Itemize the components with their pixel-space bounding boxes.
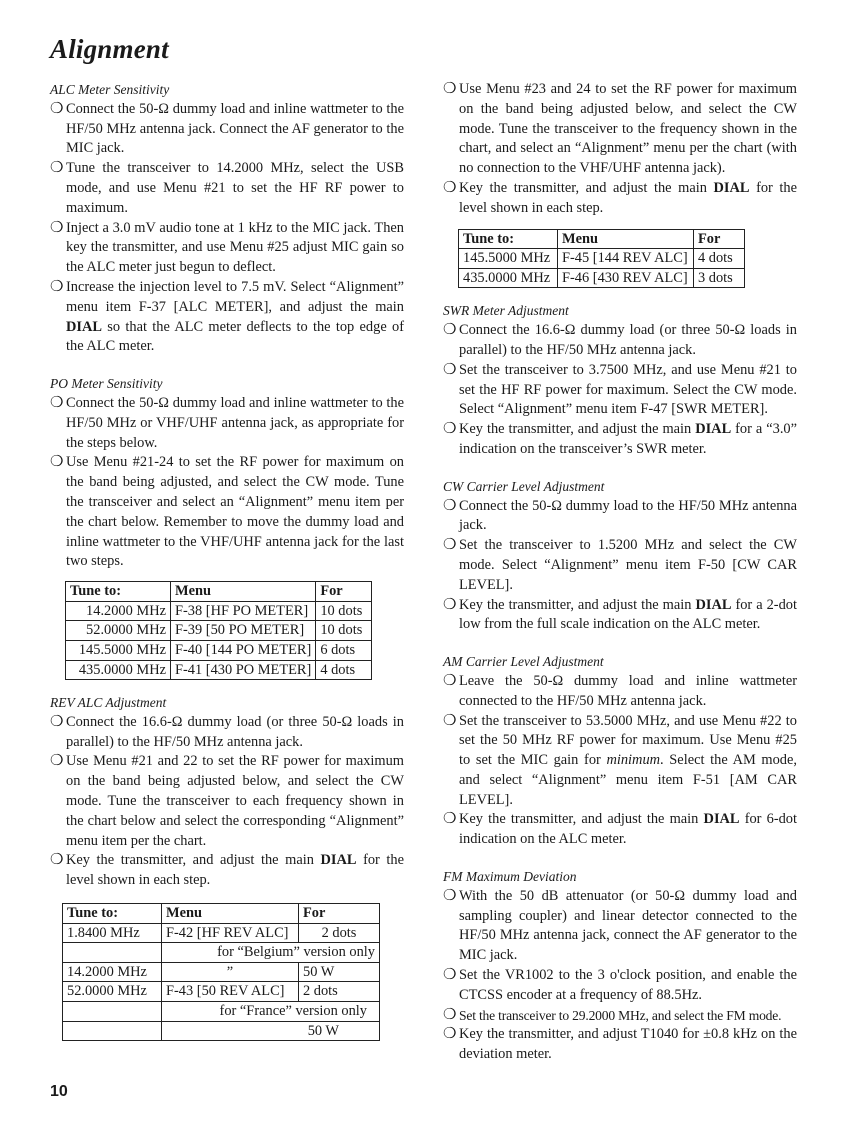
right-column — [443, 80, 797, 1065]
section-heading: CW Carrier Level Adjustment — [443, 478, 605, 494]
step-item: ❍ Key the transmitter, and adjust the main DIAL for a 2-dot low from the full scale indication on the ALC meter. — [443, 596, 797, 633]
rev-alc-section — [50, 693, 404, 1041]
checkbox-bullet-icon: ❍ — [443, 421, 457, 438]
section-heading: SWR Meter Adjustment — [443, 303, 569, 319]
step-item: ❍ Leave the 50-Ω dummy load and inline wattmeter connected to the HF/50 MHz antenna jack. — [443, 672, 797, 709]
fm-deviation-section — [443, 867, 797, 1065]
section-heading: PO Meter Sensitivity — [50, 376, 163, 392]
section-heading: AM Carrier Level Adjustment — [443, 654, 604, 670]
step-item: ❍ Connect the 16.6-Ω dummy load (or three 50-Ω loads in parallel) to the HF/50 MHz antenna jack. — [50, 713, 404, 750]
swr-meter-section — [443, 301, 797, 459]
checkbox-bullet-icon: ❍ — [443, 1026, 457, 1043]
step-item: ❍ Use Menu #21-24 to set the RF power for maximum on the band being adjusted, and select the CW mode. Tune the transceiver and select an “Alignment” menu item per the chart below. Remember to move the dummy load and inline wattmeter to the VHF/UHF antenna jack for the last two steps. — [50, 454, 404, 570]
step-item: ❍ Use Menu #23 and 24 to set the RF power for maximum on the band being adjusted below, and select the CW mode. Tune the transceiver to the frequency shown in the chart, and select an “Alignment” menu per the chart (with no connection to the VHF/UHF antenna jack). — [443, 81, 797, 177]
step-item: ❍ Set the VR1002 to the 3 o'clock position, and enable the CTCSS encoder at a frequency of 88.5Hz. — [443, 967, 797, 1003]
step-item: ❍ Set the transceiver to 29.2000 MHz, and select the FM mode. — [443, 1006, 797, 1026]
table-row: 435.0000 MHz F-41 [430 PO METER] 4 dots — [66, 660, 372, 680]
section-heading: FM Maximum Deviation — [443, 869, 577, 885]
po-meter-section — [50, 374, 404, 680]
checkbox-bullet-icon: ❍ — [443, 967, 457, 984]
step-item: ❍ Set the transceiver to 53.5000 MHz, and use Menu #22 to set the 50 MHz RF power for maximum. Use Menu #25 to set the MIC gain for minimum. Select the AM mode, and select “Alignment” menu item F-51 [AM CAR LEVEL]. — [443, 712, 797, 808]
table-header-row: Tune to: Menu For — [63, 904, 380, 924]
am-carrier-section — [443, 652, 797, 850]
table-row: 435.0000 MHz F-46 [430 REV ALC] 3 dots — [459, 268, 745, 288]
checkbox-bullet-icon: ❍ — [443, 887, 457, 904]
alc-meter-section — [50, 80, 404, 357]
checkbox-bullet-icon: ❍ — [443, 497, 457, 514]
rev-alc-table — [62, 903, 380, 1041]
checkbox-bullet-icon: ❍ — [50, 219, 64, 236]
checkbox-bullet-icon: ❍ — [50, 753, 64, 770]
step-item: ❍ Connect the 16.6-Ω dummy load (or three 50-Ω loads in parallel) to the HF/50 MHz antenna jack. — [443, 322, 797, 358]
step-item: ❍ With the 50 dB attenuator (or 50-Ω dummy load and sampling coupler) and linear detector connected to the HF/50 MHz antenna jack, connect the AF generator to the MIC jack. — [443, 887, 797, 964]
step-item: ❍ Key the transmitter, and adjust T1040 for ±0.8 kHz on the deviation meter. — [443, 1026, 797, 1063]
table-row: for “Belgium” version only — [63, 943, 380, 963]
checkbox-bullet-icon: ❍ — [50, 394, 64, 411]
table-row: 14.2000 MHz ” 50 W — [63, 962, 380, 982]
step-item: ❍ Connect the 50-Ω dummy load and inline wattmeter to the HF/50 MHz antenna jack. Connect the AF generator to the MIC jack. — [50, 100, 404, 157]
checkbox-bullet-icon: ❍ — [50, 100, 64, 117]
step-item: ❍ Key the transmitter, and adjust the main DIAL for 6-dot indication on the ALC meter. — [443, 811, 798, 848]
table-row: 50 W — [63, 1021, 380, 1041]
cw-carrier-section — [443, 477, 797, 635]
section-heading: ALC Meter Sensitivity — [50, 82, 170, 97]
step-item: ❍ Tune the transceiver to 14.2000 MHz, select the USB mode, and use Menu #21 to set the HF RF power to maximum. — [50, 160, 404, 216]
po-meter-table — [65, 581, 372, 680]
step-item: ❍ Key the transmitter, and adjust the main DIAL for the level shown in each step. — [50, 852, 405, 889]
table-row: 52.0000 MHz F-39 [50 PO METER] 10 dots — [66, 621, 372, 641]
checkbox-bullet-icon: ❍ — [443, 712, 457, 729]
page-title: Alignment — [50, 34, 169, 64]
step-item: ❍ Set the transceiver to 3.7500 MHz, and use Menu #21 to set the HF RF power for maximum. Select the CW mode. Select “Alignment” menu item F-47 [SWR METER]. — [443, 361, 797, 418]
checkbox-bullet-icon: ❍ — [50, 278, 64, 295]
table-row: 145.5000 MHz F-40 [144 PO METER] 6 dots — [66, 640, 372, 660]
step-item: ❍ Connect the 50-Ω dummy load and inline wattmeter to the HF/50 MHz or VHF/UHF antenna jack, as appropriate for the steps below. — [50, 394, 404, 451]
checkbox-bullet-icon: ❍ — [50, 160, 64, 177]
step-item: ❍ Set the transceiver to 1.5200 MHz and select the CW mode. Select “Alignment” menu item F-50 [CW CAR LEVEL]. — [443, 537, 797, 593]
table-row: 14.2000 MHz F-38 [HF PO METER] 10 dots — [66, 601, 372, 621]
checkbox-bullet-icon: ❍ — [443, 596, 457, 613]
table-row: 1.8400 MHz F-42 [HF REV ALC] 2 dots — [63, 923, 380, 943]
table-row: for “France” version only — [63, 1002, 380, 1022]
left-column — [50, 80, 404, 1041]
step-item: ❍ Key the transmitter, and adjust the main DIAL for a “3.0” indication on the transceiver’s SWR meter. — [443, 421, 797, 457]
rev-alc-vhf-table — [458, 229, 745, 289]
rev-alc-vhf-section — [443, 80, 797, 288]
table-header-row: Tune to: Menu For — [66, 582, 372, 602]
checkbox-bullet-icon: ❍ — [50, 852, 64, 869]
table-header-row: Tune to: Menu For — [459, 229, 745, 249]
table-row: 145.5000 MHz F-45 [144 REV ALC] 4 dots — [459, 249, 745, 269]
checkbox-bullet-icon: ❍ — [443, 672, 457, 689]
checkbox-bullet-icon: ❍ — [443, 179, 457, 196]
checkbox-bullet-icon: ❍ — [50, 454, 64, 471]
checkbox-bullet-icon: ❍ — [443, 1006, 457, 1023]
step-item: ❍ Inject a 3.0 mV audio tone at 1 kHz to the MIC jack. Then key the transmitter, and use Menu #25 adjust MIC gain so the ALC meter just begun to deflect. — [50, 219, 404, 276]
page-number: 10 — [50, 1083, 68, 1100]
checkbox-bullet-icon: ❍ — [443, 811, 457, 828]
section-heading: REV ALC Adjustment — [50, 695, 167, 711]
checkbox-bullet-icon: ❍ — [443, 81, 457, 97]
checkbox-bullet-icon: ❍ — [443, 361, 457, 378]
step-item: ❍ Connect the 50-Ω dummy load to the HF/50 MHz antenna jack. — [443, 497, 797, 534]
step-item: ❍ Use Menu #21 and 22 to set the RF power for maximum on the band being adjusted below, and select the CW mode. Tune the transceiver to each frequency shown in the chart below and select the corresponding “Alignment” menu item per the chart. — [50, 753, 404, 849]
step-item: ❍ Key the transmitter, and adjust the main DIAL for the level shown in each step. — [443, 179, 798, 216]
checkbox-bullet-icon: ❍ — [443, 322, 457, 339]
checkbox-bullet-icon: ❍ — [50, 713, 64, 730]
checkbox-bullet-icon: ❍ — [443, 537, 457, 554]
step-item: ❍ Increase the injection level to 7.5 mV. Select “Alignment” menu item F-37 [ALC METER], and adjust the main DIAL so that the ALC meter deflects to the top edge of the ALC meter. — [50, 278, 404, 355]
table-row: 52.0000 MHz F-43 [50 REV ALC] 2 dots — [63, 982, 380, 1002]
